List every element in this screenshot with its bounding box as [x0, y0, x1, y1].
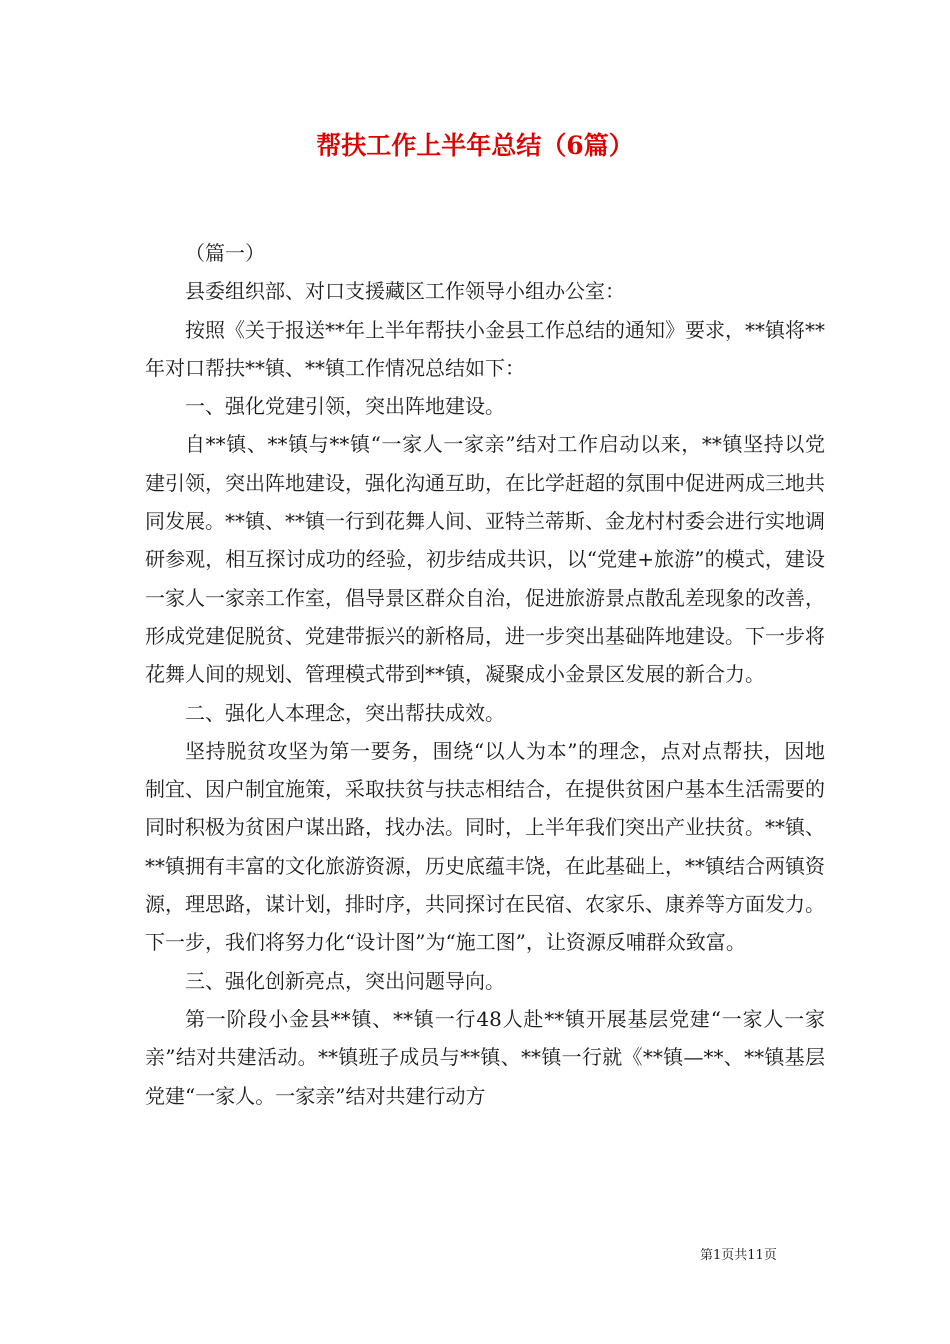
heading-1: 一、强化党建引领，突出阵地建设。 — [185, 394, 505, 419]
body-paragraph-3: 第一阶段小金县**镇、**镇一行48人赴**镇开展基层党建“一家人一家亲”结对共建活动。**镇班子成员与**镇、**镇一行就《**镇—**、**镇基层党建“一家人。一家亲”结对共建行动方 — [145, 1006, 825, 1108]
addressee: 县委组织部、对口支援藏区工作领导小组办公室： — [185, 279, 625, 304]
page-number: 第1页共11页 — [700, 1248, 777, 1263]
section-label: （篇一） — [185, 241, 265, 265]
document-body — [145, 234, 825, 1115]
intro-paragraph: 按照《关于报送**年上半年帮扶小金县工作总结的通知》要求，**镇将**年对口帮扶**镇、**镇工作情况总结如下： — [145, 317, 825, 380]
document-title: 帮扶工作上半年总结（6篇） — [316, 131, 634, 160]
heading-2: 二、强化人本理念，突出帮扶成效。 — [185, 700, 505, 725]
heading-3: 三、强化创新亮点，突出问题导向。 — [185, 968, 505, 993]
body-paragraph-1: 自**镇、**镇与**镇“一家人一家亲”结对工作启动以来，**镇坚持以党建引领，突出阵地建设，强化沟通互助，在比学赶超的氛围中促进两成三地共同发展。**镇、**镇一行到花舞人间、亚特兰蒂斯、金龙村村委会进行实地调研参观，相互探讨成功的经验，初步结成共识，以“党建+旅游”的模式，建设一家人一家亲工作室，倡导景区群众自治，促进旅游景点散乱差现象的改善，形成党建促脱贫、党建带振兴的新格局，进一步突出基础阵地建设。下一步将花舞人间的规划、管理模式带到**镇，凝聚成小金景区发展的新合力。 — [145, 432, 825, 687]
body-paragraph-2: 坚持脱贫攻坚为第一要务，围绕“以人为本”的理念，点对点帮扶，因地制宜、因户制宜施策，采取扶贫与扶志相结合，在提供贫困户基本生活需要的同时积极为贫困户谋出路，找办法。同时，上半年我们突出产业扶贫。**镇、**镇拥有丰富的文化旅游资源，历史底蕴丰饶，在此基础上，**镇结合两镇资源，理思路，谋计划，排时序，共同探讨在民宿、农家乐、康养等方面发力。下一步，我们将努力化“设计图”为“施工图”，让资源反哺群众致富。 — [145, 738, 825, 955]
